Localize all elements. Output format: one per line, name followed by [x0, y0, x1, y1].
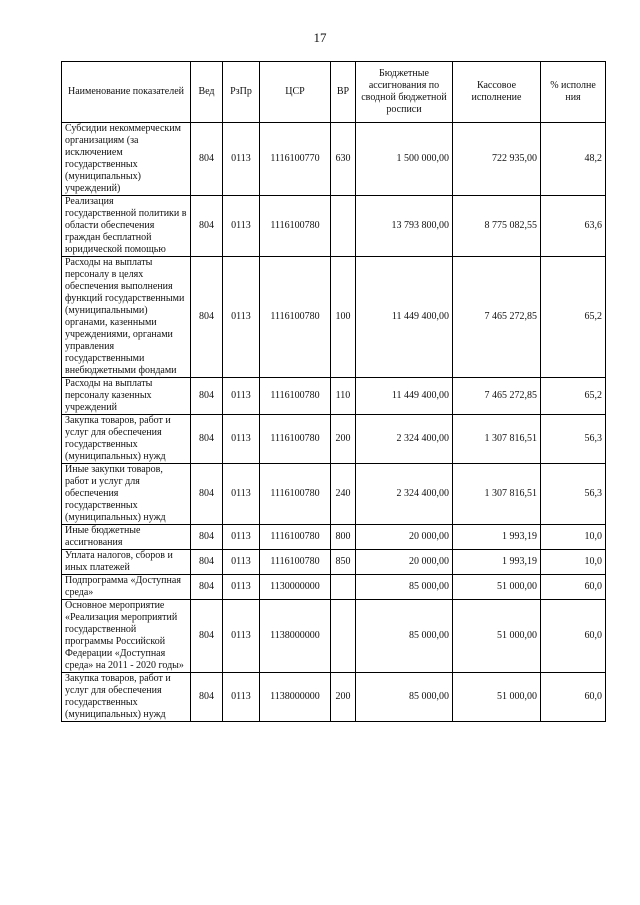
header-percent: % исполне ния [541, 62, 606, 123]
cell-ved: 804 [191, 123, 223, 196]
cell-assignments: 2 324 400,00 [356, 415, 453, 464]
cell-csr: 1116100780 [260, 464, 331, 525]
cell-cash: 7 465 272,85 [453, 257, 541, 378]
cell-name: Субсидии некоммерческим организациям (за исключением государственных (муниципальных) учреждений) [62, 123, 191, 196]
cell-vr: 800 [331, 525, 356, 550]
cell-name: Иные закупки товаров, работ и услуг для обеспечения государственных (муниципальных) нужд [62, 464, 191, 525]
cell-vr: 200 [331, 673, 356, 722]
table-body [62, 123, 606, 722]
header-rzpr: РзПр [223, 62, 260, 123]
header-cash: Кассовое исполнение [453, 62, 541, 123]
table-row [62, 257, 606, 378]
cell-csr: 1116100780 [260, 257, 331, 378]
page-number: 17 [313, 30, 327, 45]
cell-cash: 1 307 816,51 [453, 464, 541, 525]
cell-percent: 60,0 [541, 600, 606, 673]
cell-rzpr: 0113 [223, 196, 260, 257]
cell-vr [331, 600, 356, 673]
cell-name: Закупка товаров, работ и услуг для обеспечения государственных (муниципальных) нужд [62, 415, 191, 464]
cell-vr: 200 [331, 415, 356, 464]
cell-vr: 110 [331, 378, 356, 415]
header-csr: ЦСР [260, 62, 331, 123]
cell-assignments: 13 793 800,00 [356, 196, 453, 257]
cell-assignments: 1 500 000,00 [356, 123, 453, 196]
cell-vr [331, 196, 356, 257]
cell-percent: 65,2 [541, 378, 606, 415]
cell-ved: 804 [191, 575, 223, 600]
cell-vr [331, 575, 356, 600]
cell-vr: 240 [331, 464, 356, 525]
cell-cash: 1 993,19 [453, 550, 541, 575]
header-ved: Вед [191, 62, 223, 123]
cell-percent: 60,0 [541, 575, 606, 600]
cell-cash: 51 000,00 [453, 600, 541, 673]
cell-cash: 8 775 082,55 [453, 196, 541, 257]
cell-ved: 804 [191, 600, 223, 673]
cell-cash: 722 935,00 [453, 123, 541, 196]
cell-rzpr: 0113 [223, 378, 260, 415]
cell-ved: 804 [191, 525, 223, 550]
table-header-row [62, 62, 606, 123]
cell-percent: 48,2 [541, 123, 606, 196]
cell-rzpr: 0113 [223, 257, 260, 378]
cell-cash: 1 993,19 [453, 525, 541, 550]
cell-assignments: 11 449 400,00 [356, 257, 453, 378]
cell-rzpr: 0113 [223, 123, 260, 196]
cell-cash: 7 465 272,85 [453, 378, 541, 415]
cell-cash: 51 000,00 [453, 673, 541, 722]
cell-csr: 1116100780 [260, 415, 331, 464]
table-row [62, 600, 606, 673]
header-vr: ВР [331, 62, 356, 123]
table-row [62, 196, 606, 257]
cell-name: Реализация государственной политики в области обеспечения граждан бесплатной юридической помощью [62, 196, 191, 257]
cell-name: Расходы на выплаты персоналу казенных учреждений [62, 378, 191, 415]
cell-csr: 1138000000 [260, 673, 331, 722]
cell-rzpr: 0113 [223, 550, 260, 575]
cell-name: Иные бюджетные ассигнования [62, 525, 191, 550]
cell-rzpr: 0113 [223, 525, 260, 550]
table-row [62, 415, 606, 464]
cell-csr: 1116100780 [260, 196, 331, 257]
table-row [62, 673, 606, 722]
cell-rzpr: 0113 [223, 464, 260, 525]
cell-ved: 804 [191, 464, 223, 525]
cell-assignments: 20 000,00 [356, 550, 453, 575]
cell-csr: 1130000000 [260, 575, 331, 600]
cell-percent: 60,0 [541, 673, 606, 722]
cell-csr: 1116100770 [260, 123, 331, 196]
cell-name: Уплата налогов, сборов и иных платежей [62, 550, 191, 575]
cell-ved: 804 [191, 378, 223, 415]
cell-assignments: 20 000,00 [356, 525, 453, 550]
cell-csr: 1138000000 [260, 600, 331, 673]
table-row [62, 550, 606, 575]
cell-percent: 10,0 [541, 550, 606, 575]
cell-name: Подпрограмма «Доступная среда» [62, 575, 191, 600]
cell-vr: 850 [331, 550, 356, 575]
cell-ved: 804 [191, 196, 223, 257]
table-row [62, 378, 606, 415]
cell-ved: 804 [191, 550, 223, 575]
table-row [62, 123, 606, 196]
cell-ved: 804 [191, 673, 223, 722]
cell-rzpr: 0113 [223, 575, 260, 600]
header-assignments: Бюджетные ассигнования по сводной бюджетной росписи [356, 62, 453, 123]
table-row [62, 525, 606, 550]
cell-name: Расходы на выплаты персоналу в целях обеспечения выполнения функций государственными (муниципальными) органами, казенными учреждениями, органами управления государственными внебюджетными фондами [62, 257, 191, 378]
cell-csr: 1116100780 [260, 378, 331, 415]
cell-percent: 10,0 [541, 525, 606, 550]
cell-name: Основное мероприятие «Реализация мероприятий государственной программы Российской Федерации «Доступная среда» на 2011 - 2020 годы» [62, 600, 191, 673]
header-name: Наименование показателей [62, 62, 191, 123]
cell-assignments: 85 000,00 [356, 673, 453, 722]
cell-cash: 51 000,00 [453, 575, 541, 600]
cell-vr: 100 [331, 257, 356, 378]
table-row [62, 464, 606, 525]
cell-csr: 1116100780 [260, 550, 331, 575]
cell-vr: 630 [331, 123, 356, 196]
cell-rzpr: 0113 [223, 415, 260, 464]
cell-percent: 56,3 [541, 415, 606, 464]
cell-rzpr: 0113 [223, 600, 260, 673]
cell-cash: 1 307 816,51 [453, 415, 541, 464]
cell-assignments: 11 449 400,00 [356, 378, 453, 415]
cell-assignments: 2 324 400,00 [356, 464, 453, 525]
cell-percent: 56,3 [541, 464, 606, 525]
cell-ved: 804 [191, 257, 223, 378]
cell-csr: 1116100780 [260, 525, 331, 550]
cell-name: Закупка товаров, работ и услуг для обеспечения государственных (муниципальных) нужд [62, 673, 191, 722]
cell-ved: 804 [191, 415, 223, 464]
cell-assignments: 85 000,00 [356, 575, 453, 600]
cell-rzpr: 0113 [223, 673, 260, 722]
cell-percent: 65,2 [541, 257, 606, 378]
budget-execution-table [61, 61, 606, 722]
cell-assignments: 85 000,00 [356, 600, 453, 673]
table-row [62, 575, 606, 600]
cell-percent: 63,6 [541, 196, 606, 257]
